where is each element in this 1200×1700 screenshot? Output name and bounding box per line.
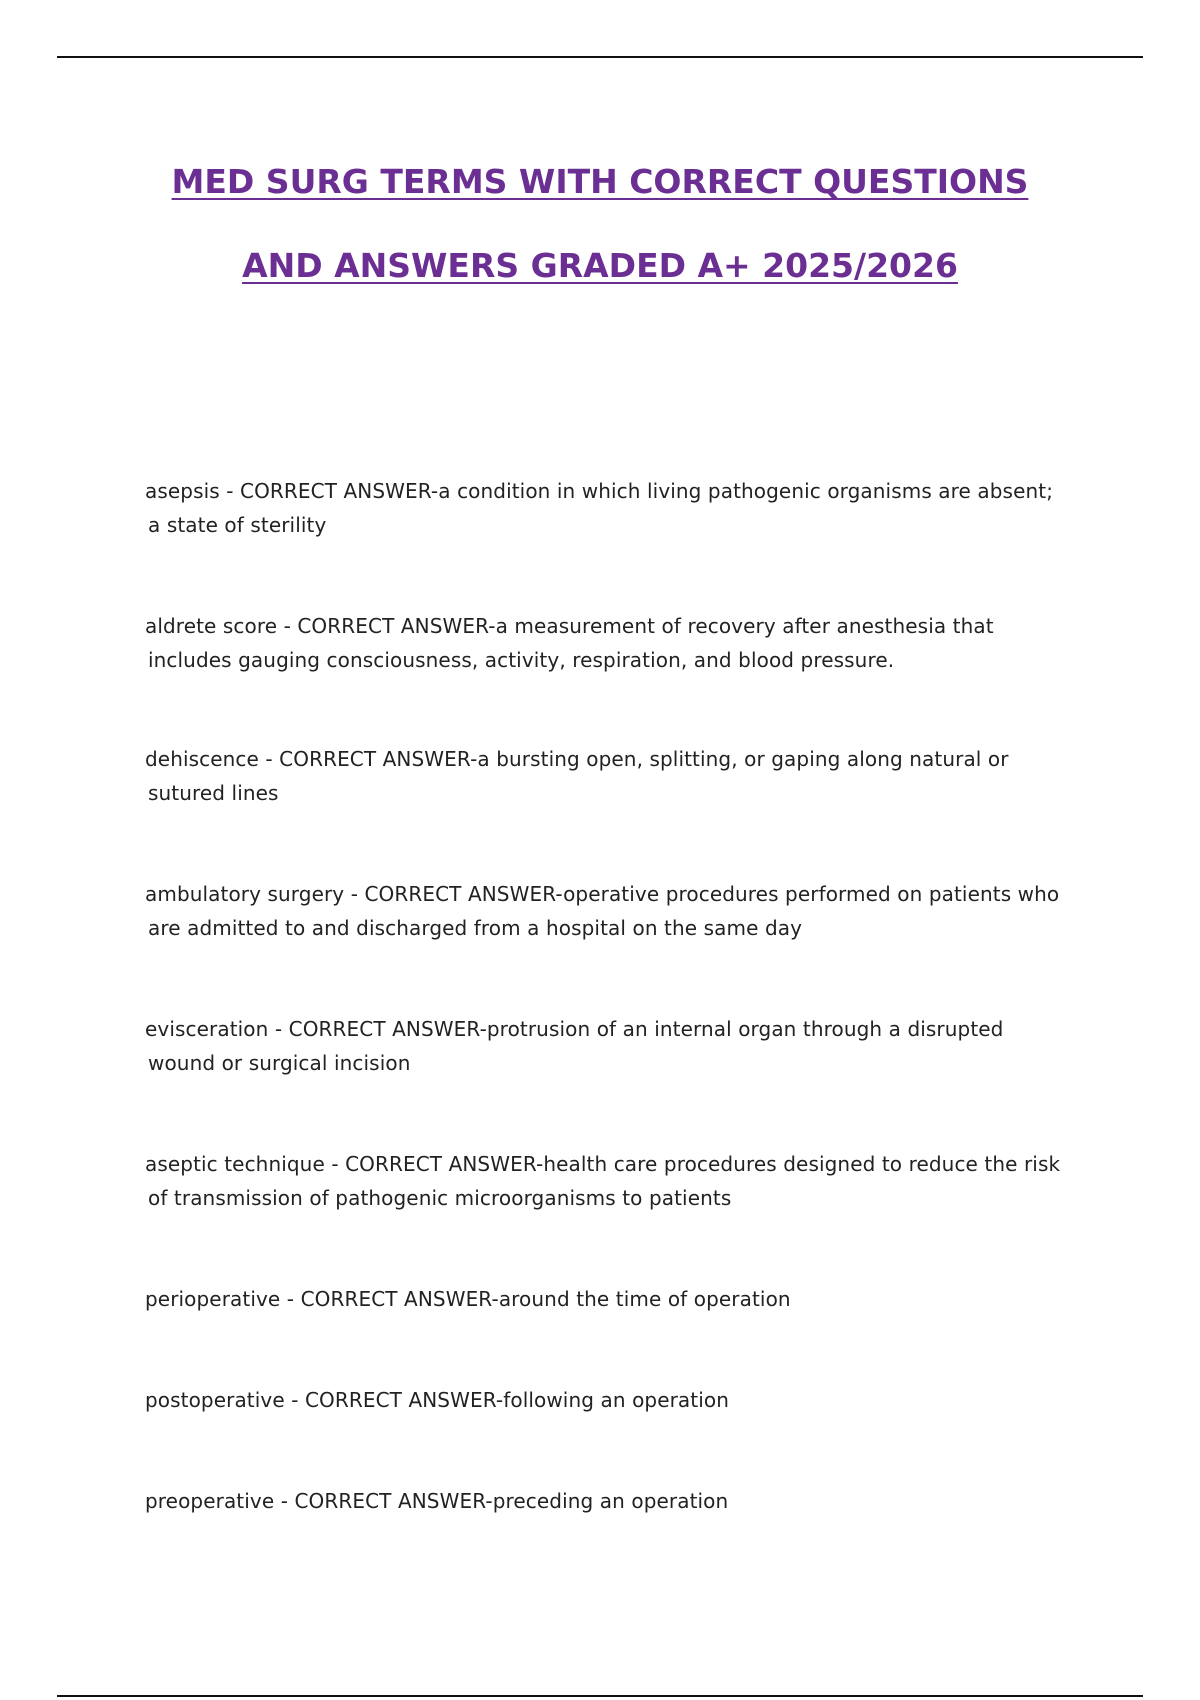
entry-line-1	[145, 742, 1065, 776]
answer-separator: - CORRECT ANSWER-	[268, 1017, 487, 1041]
entry-line-1	[145, 474, 1065, 508]
title-text-2: AND ANSWERS GRADED A+ 2025/2026	[242, 246, 958, 285]
answer-separator: - CORRECT ANSWER-	[258, 747, 478, 771]
definition-line-1: preceding an operation	[492, 1489, 729, 1513]
bottom-rule	[57, 1695, 1143, 1697]
definition-line-1: protrusion of an internal organ through a disrupted	[486, 1017, 1004, 1041]
term: perioperative	[145, 1287, 281, 1311]
entry-line-1	[145, 877, 1065, 911]
definition-line-1: following an operation	[503, 1388, 730, 1412]
entry-line-1	[145, 609, 1065, 643]
title-text-1: MED SURG TERMS WITH CORRECT QUESTIONS	[171, 162, 1029, 201]
answer-separator: - CORRECT ANSWER-	[284, 1388, 504, 1412]
term-entry-aseptic-technique	[145, 1147, 1065, 1215]
definition-line-2: a state of sterility	[148, 513, 327, 537]
term: aseptic technique	[145, 1152, 325, 1176]
term-entry-aldrete-score	[145, 609, 1065, 677]
answer-separator: - CORRECT ANSWER-	[274, 1489, 493, 1513]
term-entry-preoperative	[145, 1484, 1065, 1518]
term: asepsis	[145, 479, 220, 503]
definition-line-1: operative procedures performed on patients who	[563, 882, 1060, 906]
term: preoperative	[145, 1489, 275, 1513]
entry-line-1	[145, 1147, 1065, 1181]
definition-line-2: includes gauging consciousness, activity, respiration, and blood pressure.	[148, 648, 895, 672]
term-entry-postoperative	[145, 1383, 1065, 1417]
term: dehiscence	[145, 747, 259, 771]
definition-line-2: sutured lines	[148, 781, 279, 805]
definition-line-1: a bursting open, splitting, or gaping along natural or	[477, 747, 1009, 771]
definition-line-1: around the time of operation	[498, 1287, 791, 1311]
definition-line-1: a measurement of recovery after anesthesia that	[495, 614, 994, 638]
term: evisceration	[145, 1017, 269, 1041]
answer-separator: - CORRECT ANSWER-	[344, 882, 564, 906]
definition-line-2: are admitted to and discharged from a hospital on the same day	[148, 916, 803, 940]
entry-line-1	[145, 1282, 1065, 1316]
term-entry-asepsis	[145, 474, 1065, 542]
term-entry-ambulatory-surgery	[145, 877, 1065, 945]
entry-line-1	[145, 1383, 1065, 1417]
entry-line-1	[145, 1484, 1065, 1518]
term: ambulatory surgery	[145, 882, 345, 906]
term-entry-evisceration	[145, 1012, 1065, 1080]
answer-separator: - CORRECT ANSWER-	[219, 479, 439, 503]
answer-separator: - CORRECT ANSWER-	[277, 614, 496, 638]
definition-line-2: wound or surgical incision	[148, 1051, 411, 1075]
definition-line-2: of transmission of pathogenic microorganisms to patients	[148, 1186, 732, 1210]
term-entry-perioperative	[145, 1282, 1065, 1316]
definition-line-1: a condition in which living pathogenic organisms are absent;	[438, 479, 1054, 503]
term: postoperative	[145, 1388, 285, 1412]
definition-line-1: health care procedures designed to reduce the risk	[543, 1152, 1061, 1176]
term-entry-dehiscence	[145, 742, 1065, 810]
entry-line-1	[145, 1012, 1065, 1046]
term: aldrete score	[145, 614, 278, 638]
answer-separator: - CORRECT ANSWER-	[280, 1287, 499, 1311]
answer-separator: - CORRECT ANSWER-	[324, 1152, 544, 1176]
